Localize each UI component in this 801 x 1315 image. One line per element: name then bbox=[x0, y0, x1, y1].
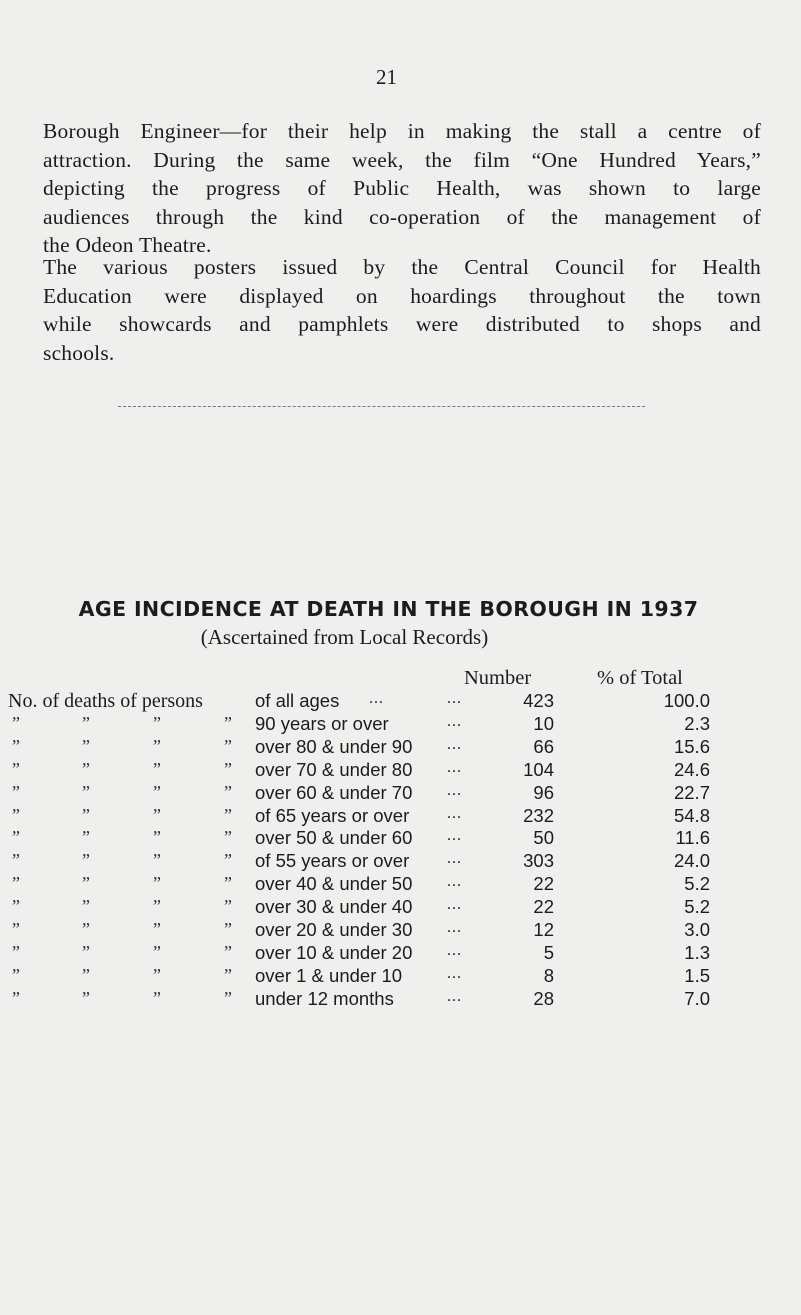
table-title: AGE INCIDENCE AT DEATH IN THE BOROUGH IN 1937 bbox=[78, 597, 699, 621]
row-label: over 50 & under 60 bbox=[255, 827, 413, 849]
row-percent: 24.0 bbox=[673, 850, 710, 872]
paragraph-stall-film bbox=[43, 117, 761, 260]
text-line: attraction. During the same week, the film “One Hundred Years,” bbox=[43, 147, 761, 172]
leader-dots: ... bbox=[369, 690, 384, 707]
row-label: over 40 & under 50 bbox=[255, 873, 413, 895]
row-percent: 7.0 bbox=[684, 987, 710, 1009]
ditto-mark: ” bbox=[82, 941, 89, 962]
text-line: while showcards and pamphlets were distributed to shops and bbox=[43, 312, 761, 336]
row-lead-text: No. of deaths of persons bbox=[8, 690, 203, 712]
row-number: 5 bbox=[543, 941, 554, 963]
text-line: Borough Engineer—for their help in making the stall a centre of bbox=[43, 119, 761, 143]
row-label: 90 years or over bbox=[255, 712, 389, 734]
table-row bbox=[0, 690, 801, 713]
ditto-mark: ” bbox=[153, 964, 160, 985]
row-number: 303 bbox=[523, 850, 554, 872]
ditto-mark: ” bbox=[12, 758, 19, 779]
table-row bbox=[0, 759, 801, 782]
ditto-mark: ” bbox=[224, 987, 231, 1008]
ditto-mark: ” bbox=[224, 919, 231, 939]
table-subtitle: (Ascertained from Local Records) bbox=[200, 625, 489, 649]
leader-dots: ... bbox=[447, 964, 462, 982]
text-line: depicting the progress of Public Health, was shown to large bbox=[43, 176, 761, 200]
row-number: 232 bbox=[523, 804, 554, 826]
row-label: over 80 & under 90 bbox=[255, 735, 413, 757]
text-line: The various posters issued by the Central Council for Health bbox=[43, 255, 761, 279]
ditto-mark: ” bbox=[153, 804, 160, 825]
row-percent: 15.6 bbox=[673, 735, 710, 757]
row-label: over 10 & under 20 bbox=[255, 941, 413, 963]
table-row bbox=[0, 713, 801, 736]
row-number: 96 bbox=[533, 781, 554, 803]
table-row bbox=[0, 873, 801, 896]
ditto-mark: ” bbox=[153, 896, 160, 917]
row-number: 50 bbox=[533, 827, 554, 849]
table-row bbox=[0, 782, 801, 805]
ditto-mark: ” bbox=[224, 941, 231, 962]
row-number: 22 bbox=[533, 873, 554, 895]
table-row bbox=[0, 896, 801, 919]
row-label: over 30 & under 40 bbox=[255, 896, 413, 918]
ditto-mark: ” bbox=[82, 827, 89, 848]
row-number: 423 bbox=[523, 690, 554, 711]
ditto-mark: ” bbox=[82, 987, 89, 1008]
ditto-mark: ” bbox=[82, 712, 89, 733]
ditto-mark: ” bbox=[82, 964, 89, 985]
ditto-mark: ” bbox=[12, 919, 19, 939]
ditto-mark: ” bbox=[224, 804, 231, 825]
row-percent: 24.6 bbox=[673, 758, 710, 780]
ditto-mark: ” bbox=[12, 964, 19, 985]
leader-dots: ... bbox=[447, 735, 462, 753]
ditto-mark: ” bbox=[153, 873, 160, 894]
ditto-mark: ” bbox=[12, 987, 19, 1008]
row-number: 22 bbox=[533, 896, 554, 918]
ditto-mark: ” bbox=[224, 964, 231, 985]
row-number: 12 bbox=[533, 919, 554, 940]
paragraph-posters bbox=[43, 253, 761, 367]
leader-dots: ... bbox=[447, 804, 462, 822]
row-label: of 55 years or over bbox=[255, 850, 410, 872]
ditto-mark: ” bbox=[82, 919, 89, 939]
leader-dots: ... bbox=[447, 987, 462, 1005]
row-number: 8 bbox=[543, 964, 554, 986]
leader-dots: ... bbox=[447, 919, 462, 936]
ditto-mark: ” bbox=[82, 804, 89, 825]
text-line: audiences through the kind co-operation of the management of bbox=[43, 204, 761, 229]
row-label: over 60 & under 70 bbox=[255, 781, 413, 803]
ditto-mark: ” bbox=[82, 850, 89, 871]
row-percent: 2.3 bbox=[684, 712, 710, 734]
leader-dots: ... bbox=[447, 896, 462, 914]
row-percent: 1.5 bbox=[684, 964, 710, 986]
row-percent: 5.2 bbox=[684, 873, 710, 895]
ditto-mark: ” bbox=[153, 712, 160, 733]
text-line: schools. bbox=[43, 340, 115, 365]
row-percent: 100.0 bbox=[663, 690, 710, 711]
ditto-mark: ” bbox=[12, 712, 19, 733]
row-number: 66 bbox=[533, 735, 554, 757]
ditto-mark: ” bbox=[224, 850, 231, 871]
page-number: 21 bbox=[376, 65, 397, 89]
leader-dots: ... bbox=[447, 941, 462, 959]
ditto-mark: ” bbox=[82, 781, 89, 802]
table-row bbox=[0, 850, 801, 873]
row-label: of 65 years or over bbox=[255, 804, 410, 826]
ditto-mark: ” bbox=[224, 781, 231, 802]
row-label: over 1 & under 10 bbox=[255, 964, 403, 986]
row-percent: 22.7 bbox=[673, 781, 710, 803]
table-row bbox=[0, 827, 801, 850]
ditto-mark: ” bbox=[224, 827, 231, 848]
ditto-mark: ” bbox=[12, 896, 19, 917]
row-number: 10 bbox=[533, 712, 554, 734]
ditto-mark: ” bbox=[12, 804, 19, 825]
row-percent: 5.2 bbox=[684, 896, 710, 918]
ditto-mark: ” bbox=[224, 758, 231, 779]
ditto-mark: ” bbox=[12, 781, 19, 802]
row-percent: 11.6 bbox=[675, 827, 710, 849]
ditto-mark: ” bbox=[153, 850, 160, 871]
ditto-mark: ” bbox=[12, 873, 19, 894]
ditto-mark: ” bbox=[12, 827, 19, 848]
table-row bbox=[0, 805, 801, 828]
ditto-mark: ” bbox=[12, 941, 19, 962]
leader-dots: ... bbox=[447, 827, 462, 845]
leader-dots: ... bbox=[447, 850, 462, 868]
ditto-mark: ” bbox=[153, 781, 160, 802]
ditto-mark: ” bbox=[153, 735, 160, 756]
leader-dots: ... bbox=[447, 712, 462, 730]
row-label: over 20 & under 30 bbox=[255, 919, 413, 940]
text-line: Education were displayed on hoardings throughout the town bbox=[43, 283, 761, 308]
row-label: over 70 & under 80 bbox=[255, 758, 413, 780]
ditto-mark: ” bbox=[153, 941, 160, 962]
table-row bbox=[0, 988, 801, 1011]
ditto-mark: ” bbox=[153, 919, 160, 939]
table-row bbox=[0, 736, 801, 759]
ditto-mark: ” bbox=[224, 735, 231, 756]
row-number: 28 bbox=[533, 987, 554, 1009]
row-number: 104 bbox=[523, 758, 554, 780]
ditto-mark: ” bbox=[12, 735, 19, 756]
leader-dots: ... bbox=[447, 873, 462, 891]
ditto-mark: ” bbox=[82, 896, 89, 917]
table-row bbox=[0, 919, 801, 942]
row-percent: 54.8 bbox=[673, 804, 710, 826]
ditto-mark: ” bbox=[82, 758, 89, 779]
section-divider bbox=[118, 406, 645, 407]
row-label: of all ages bbox=[255, 690, 340, 711]
leader-dots: ... bbox=[447, 758, 462, 776]
ditto-mark: ” bbox=[82, 873, 89, 894]
ditto-mark: ” bbox=[153, 987, 160, 1008]
leader-dots: ... bbox=[447, 690, 462, 707]
ditto-mark: ” bbox=[153, 827, 160, 848]
ditto-mark: ” bbox=[224, 896, 231, 917]
ditto-mark: ” bbox=[82, 735, 89, 756]
ditto-mark: ” bbox=[224, 873, 231, 894]
text-line: the Odeon Theatre. bbox=[43, 233, 212, 257]
column-header-number: Number bbox=[464, 667, 532, 689]
column-header-percent: % of Total bbox=[597, 667, 683, 689]
row-percent: 3.0 bbox=[684, 919, 710, 940]
ditto-mark: ” bbox=[224, 712, 231, 733]
row-percent: 1.3 bbox=[684, 941, 710, 963]
table-row bbox=[0, 965, 801, 988]
row-label: under 12 months bbox=[255, 987, 394, 1009]
table-row bbox=[0, 942, 801, 965]
leader-dots: ... bbox=[447, 781, 462, 799]
ditto-mark: ” bbox=[153, 758, 160, 779]
ditto-mark: ” bbox=[12, 850, 19, 871]
